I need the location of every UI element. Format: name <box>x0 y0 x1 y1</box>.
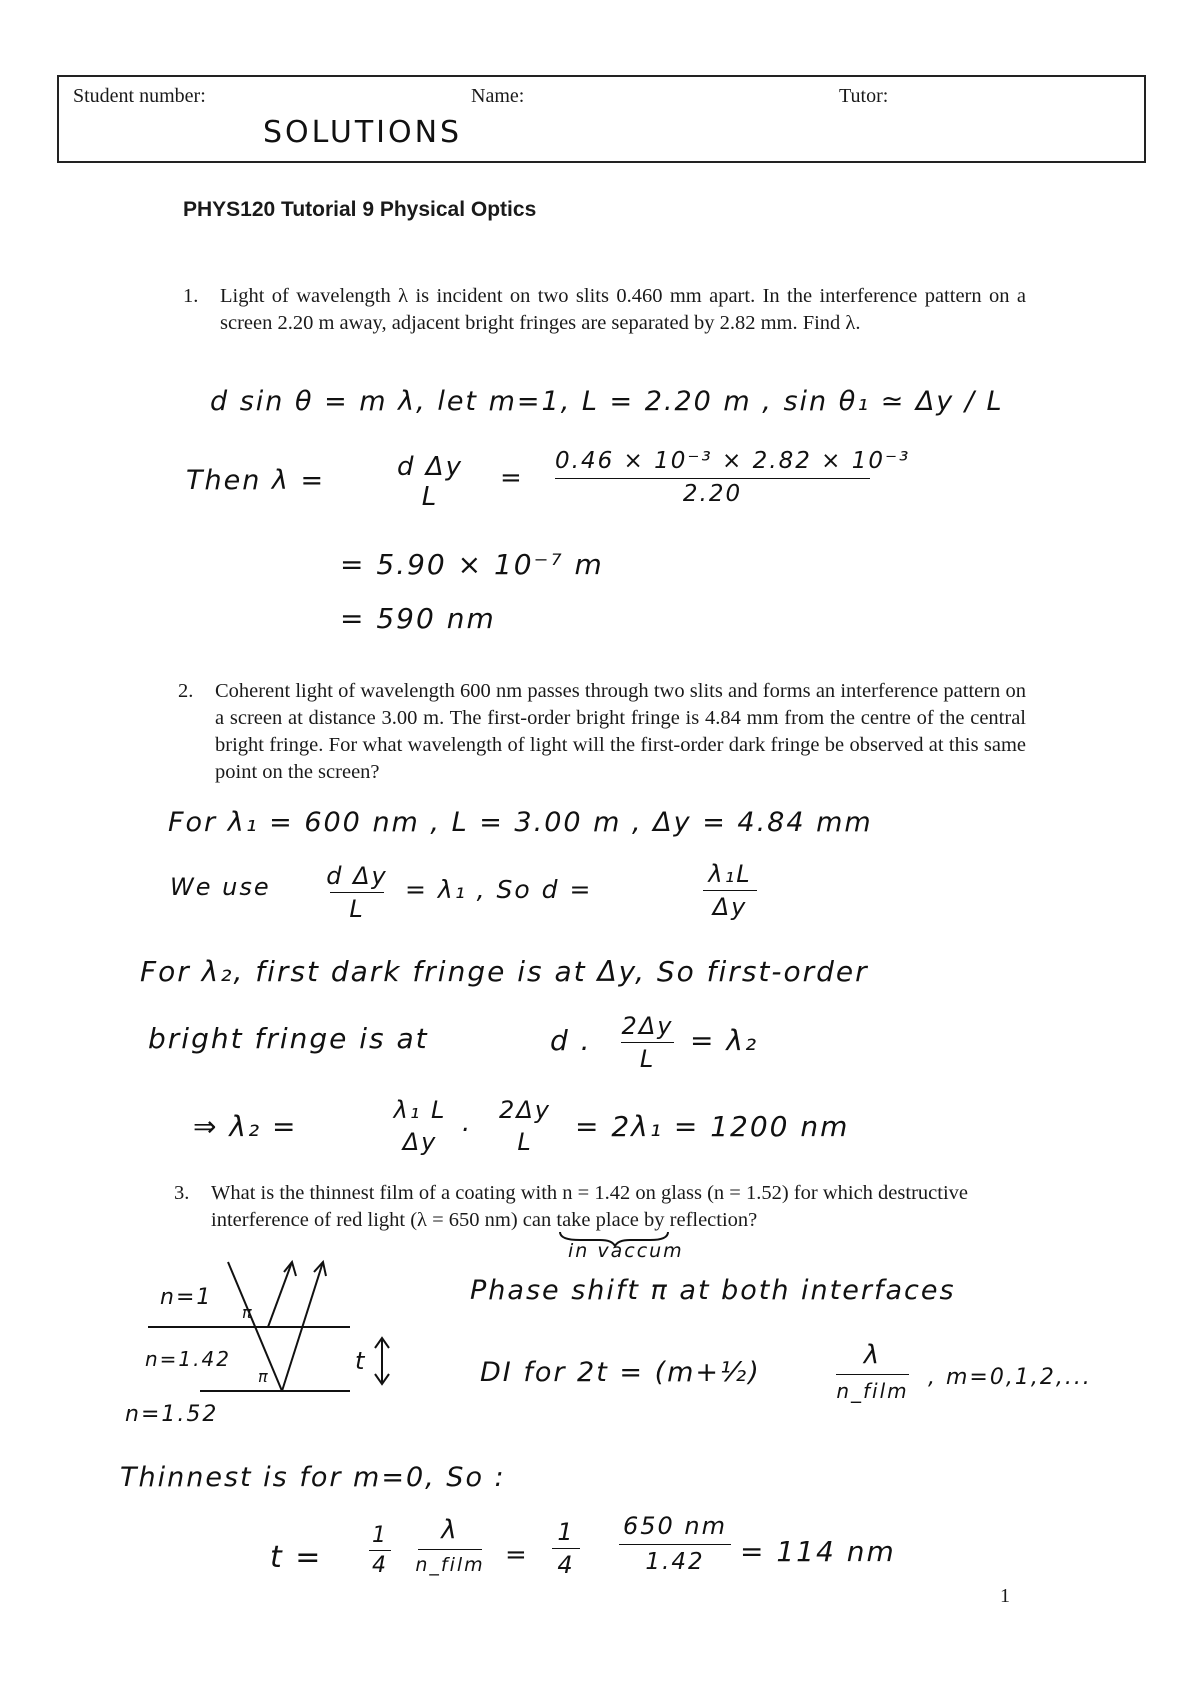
solution-1-result-nm: = 590 nm <box>340 602 496 635</box>
solution-2-line5-post: = 2λ₁ = 1200 nm <box>575 1110 850 1143</box>
student-name-handwritten: SOLUTIONS <box>263 115 463 150</box>
solution-3-di-pre: DI for 2t = (m+½) <box>480 1357 761 1388</box>
question-text: Coherent light of wavelength 600 nm passes through two slits and forms an interference pattern on a screen at distance 3.00 m. The first-order bright fringe is 4.84 mm from the centre of the central bright fringe. For what wavelength of light will the first-order dark fringe be observed at this same point on the screen? <box>215 680 1026 783</box>
solution-2-frac-l1L-dy: λ₁ L Δy <box>393 1096 447 1156</box>
solution-2-line1: For λ₁ = 600 nm , L = 3.00 m , Δy = 4.84 mm <box>168 807 873 838</box>
question-number: 2. <box>178 680 194 702</box>
label-n1: n=1 <box>160 1285 213 1310</box>
student-number-label: Student number: <box>73 85 206 107</box>
tutor-label: Tutor: <box>839 85 889 107</box>
question-number: 3. <box>174 1182 190 1204</box>
name-label: Name: <box>471 85 525 107</box>
solution-2-frac-2dy-L: 2Δy L <box>621 1012 674 1073</box>
solution-3-phase-shift: Phase shift π at both interfaces <box>470 1275 956 1306</box>
solution-3-frac-lambda-nfilm-2: λ n_film <box>415 1515 485 1576</box>
annotation-in-vaccum: in vaccum <box>568 1240 684 1262</box>
page-number: 1 <box>1000 1585 1010 1607</box>
solution-3-thinnest: Thinnest is for m=0, So : <box>120 1462 506 1493</box>
reflected-ray-1 <box>268 1262 292 1327</box>
solution-2-frac-d: λ₁L Δy <box>695 860 765 921</box>
solution-1-frac-d-dy-L: d Δy L <box>397 452 463 512</box>
solution-1-line1: d sin θ = m λ, let m=1, L = 2.20 m , sin θ₁ ≃ Δy / L <box>210 386 1004 417</box>
solution-1-frac-values: 0.46 × 10⁻³ × 2.82 × 10⁻³ 2.20 <box>555 448 911 507</box>
solution-2-f3-post: = λ₂ <box>690 1024 759 1057</box>
label-pi-bottom: π <box>258 1367 270 1386</box>
solution-2-frac-2dy-L-b: 2Δy L <box>499 1096 551 1156</box>
solution-2-f3-pre: d . <box>550 1024 592 1057</box>
solution-2-line4: bright fringe is at <box>148 1022 429 1055</box>
solution-3-frac-650-142: 650 nm 1.42 <box>615 1512 735 1575</box>
question-text: Light of wavelength λ is incident on two slits 0.460 mm apart. In the interference pattern on a screen 2.20 m away, adjacent bright fringes are separated by 2.82 mm. Find λ. <box>220 285 1026 334</box>
solution-3-frac-1-4-b: 1 4 <box>548 1518 584 1579</box>
label-pi-top: π <box>242 1303 254 1322</box>
solution-2-we-use: We use <box>170 873 271 901</box>
solution-2-eq-lambda: = λ₁ , So d = <box>405 875 593 904</box>
solution-3-t-eq: t = <box>270 1540 323 1575</box>
solution-1-then: Then λ = <box>186 465 326 496</box>
solution-1-equals: = <box>500 463 524 493</box>
solution-2-frac-d-dy-L: d Δy L <box>326 862 388 923</box>
label-n2: n=1.42 <box>145 1347 231 1371</box>
solution-2-dot: . <box>462 1108 473 1138</box>
solution-3-di-post: , m=0,1,2,... <box>928 1365 1092 1390</box>
page-title: PHYS120 Tutorial 9 Physical Optics <box>183 198 537 221</box>
solution-3-frac-lambda-nfilm: λ n_film <box>836 1340 909 1403</box>
solution-2-line5-pre: ⇒ λ₂ = <box>193 1110 298 1143</box>
question-text: What is the thinnest film of a coating with n = 1.42 on glass (n = 1.52) for which destructive interference of red light (λ = 650 nm) can take place by reflection? <box>211 1182 968 1231</box>
label-thickness-t: t <box>355 1347 367 1375</box>
solution-2-line3: For λ₂, first dark fringe is at Δy, So first-order <box>140 955 869 988</box>
solution-3-frac-1-4: 1 4 <box>365 1523 395 1578</box>
solution-1-result-meters: = 5.90 × 10⁻⁷ m <box>340 548 604 581</box>
label-n3: n=1.52 <box>125 1402 219 1427</box>
question-number: 1. <box>183 285 199 307</box>
solution-3-result: = 114 nm <box>740 1535 896 1568</box>
solution-3-eq2: = <box>505 1540 529 1570</box>
